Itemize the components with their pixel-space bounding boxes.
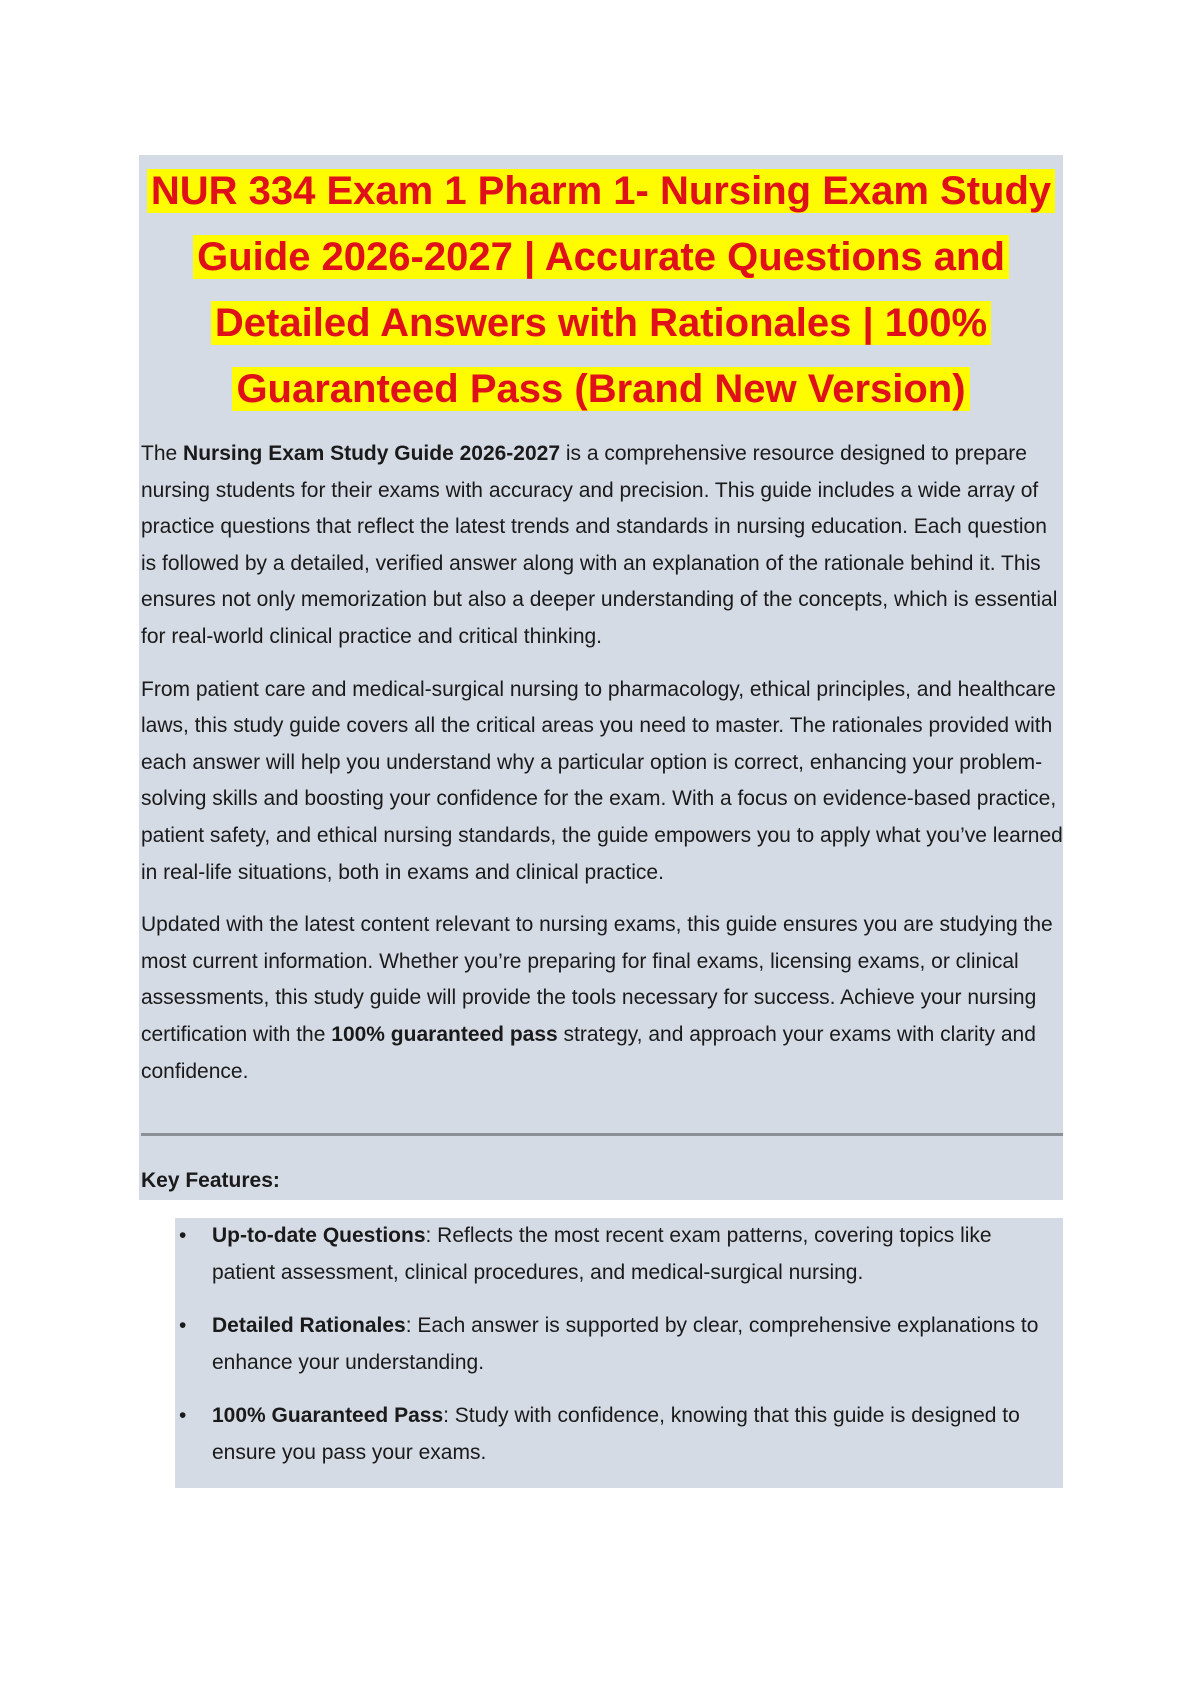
key-features-heading: Key Features: xyxy=(141,1169,280,1192)
section-divider xyxy=(141,1133,1063,1136)
feature-text: : Each answer is supported by clear, comprehensive explanations to enhance your understanding. xyxy=(212,1314,1039,1374)
intro-paragraph xyxy=(141,436,1066,656)
guarantee-highlight: 100% guaranteed pass xyxy=(331,1022,558,1046)
feature-label: Detailed Rationales xyxy=(212,1314,406,1338)
bullet-icon: • xyxy=(179,1314,187,1338)
feature-text: : Reflects the most recent exam patterns, covering topics like patient assessment, clinical procedures, and medical-surgical nursing. xyxy=(212,1224,992,1284)
guide-name: Nursing Exam Study Guide 2026-2027 xyxy=(183,442,561,465)
intro-text-end: is a comprehensive resource designed to prepare nursing students for their exams with accuracy and precision. This guide includes a wide array of practice questions that reflect the latest trends and standards in nursing education. Each question is followed by a detailed, verified answer along with an explanation of the rationale behind it. This ensures not only memorization but also a deeper understanding of the concepts, which is essential for real-world clinical practice and critical thinking. xyxy=(141,442,1058,648)
document-title xyxy=(139,158,1063,422)
feature-text: : Study with confidence, knowing that this guide is designed to ensure you pass your exams. xyxy=(212,1404,1020,1464)
description-body xyxy=(141,436,1066,1106)
feature-label: 100% Guaranteed Pass xyxy=(212,1404,444,1428)
feature-item xyxy=(175,1308,1055,1381)
update-text-end: strategy, and approach your exams with clarity and confidence. xyxy=(141,1022,1036,1083)
feature-label: Up-to-date Questions xyxy=(212,1224,426,1247)
feature-item xyxy=(175,1398,1055,1471)
update-paragraph xyxy=(141,907,1066,1090)
feature-item xyxy=(175,1218,1055,1291)
update-text-start: Updated with the latest content relevant to nursing exams, this guide ensures you are studying the most current information. Whether you’re preparing for final exams, licensing exams, or clinical assessments, this study guide will provide the tools necessary for success. Achieve your nursing certification with the xyxy=(141,913,1053,1046)
features-list xyxy=(175,1218,1055,1489)
title-line: Guide 2026-2027 | Accurate Questions and xyxy=(193,235,1009,279)
title-line: Detailed Answers with Rationales | 100% xyxy=(211,301,991,345)
title-line: Guaranteed Pass (Brand New Version) xyxy=(232,367,969,411)
bullet-icon: • xyxy=(179,1404,187,1428)
title-line: NUR 334 Exam 1 Pharm 1- Nursing Exam Study xyxy=(147,169,1055,213)
intro-text-start: The xyxy=(141,442,184,465)
coverage-paragraph: From patient care and medical-surgical nursing to pharmacology, ethical principles, and healthcare laws, this study guide covers all the critical areas you need to master. The rationales provided with each answer will help you understand why a particular option is correct, enhancing your problem-solving skills and boosting your confidence for the exam. With a focus on evidence-based practice, patient safety, and ethical nursing standards, the guide empowers you to apply what you’ve learned in real-life situations, both in exams and clinical practice. xyxy=(141,677,1063,884)
bullet-icon: • xyxy=(179,1224,187,1247)
